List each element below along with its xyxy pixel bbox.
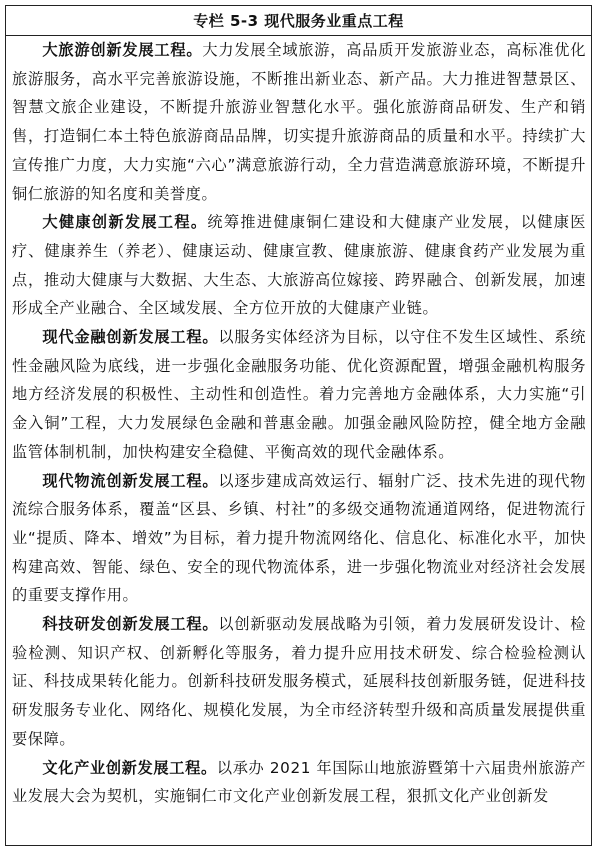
paragraph-lead: 现代物流创新发展工程。 <box>42 471 219 490</box>
feature-box <box>5 5 592 846</box>
paragraph-text: 以承办 2021 年国际山地旅游暨第十六届贵州旅游产业发展大会为契机，实施铜仁市文化产业创新发展工程，狠抓文化产业创新发 <box>12 758 586 806</box>
paragraph-health <box>12 208 586 323</box>
box-body <box>6 36 591 811</box>
paragraph-text: 以服务实体经济为目标，以守住不发生区域性、系统性金融风险为底线，进一步强化金融服务功能、优化资源配置，增强金融机构服务地方经济发展的积极性、主动性和创造性。着力完善地方金融体系，大力实施“引金入铜”工程，大力发展绿色金融和普惠金融。加强金融风险防控，健全地方金融监管体制机制，加快构建安全稳健、平衡高效的现代金融体系。 <box>12 328 586 461</box>
paragraph-text: 以逐步建成高效运行、辐射广泛、技术先进的现代物流综合服务体系，覆盖“区县、乡镇、村社”的多级交通物流通道网络，促进物流行业“提质、降本、增效”为目标，着力提升物流网络化、信息化、标准化水平，加快构建高效、智能、绿色、安全的现代物流体系，进一步强化物流业对经济社会发展的重要支撑作用。 <box>12 471 586 605</box>
paragraph-text: 以创新驱动发展战略为引领，着力发展研发设计、检验检测、知识产权、创新孵化等服务，着力提升应用技术研发、综合检验检测认证、科技成果转化能力。创新科技研发服务模式，延展科技创新服务链，促进科技研发服务专业化、网络化、规模化发展，为全市经济转型升级和高质量发展提供重要保障。 <box>12 615 586 748</box>
box-title: 专栏 5-3 现代服务业重点工程 <box>6 6 591 36</box>
paragraph-culture <box>12 754 586 811</box>
paragraph-finance <box>12 323 586 467</box>
paragraph-text: 统筹推进健康铜仁建设和大健康产业发展，以健康医疗、健康养生（养老）、健康运动、健康宣教、健康旅游、健康食药产业发展为重点，推动大健康与大数据、大生态、大旅游高位嫁接、跨界融合、创新发展，加速形成全产业融合、全区域发展、全方位开放的大健康产业链。 <box>12 213 586 318</box>
paragraph-logistics <box>12 467 586 611</box>
paragraph-rnd <box>12 610 586 754</box>
paragraph-lead: 文化产业创新发展工程。 <box>42 758 217 777</box>
paragraph-lead: 大健康创新发展工程。 <box>42 213 208 232</box>
paragraph-lead: 科技研发创新发展工程。 <box>42 615 219 634</box>
paragraph-tourism <box>12 36 586 208</box>
paragraph-lead: 大旅游创新发展工程。 <box>42 41 203 59</box>
paragraph-lead: 现代金融创新发展工程。 <box>42 328 219 347</box>
paragraph-text: 大力发展全域旅游，高品质开发旅游业态，高标准优化旅游服务，高水平完善旅游设施，不断推出新业态、新产品。大力推进智慧景区、智慧文旅企业建设，不断提升旅游业智慧化水平。强化旅游商品研发、生产和销售，打造铜仁本土特色旅游商品品牌，切实提升旅游商品的质量和水平。持续扩大宣传推广力度，大力实施“六心”满意旅游行动，全力营造满意旅游环境，不断提升铜仁旅游的知名度和美誉度。 <box>12 41 587 203</box>
